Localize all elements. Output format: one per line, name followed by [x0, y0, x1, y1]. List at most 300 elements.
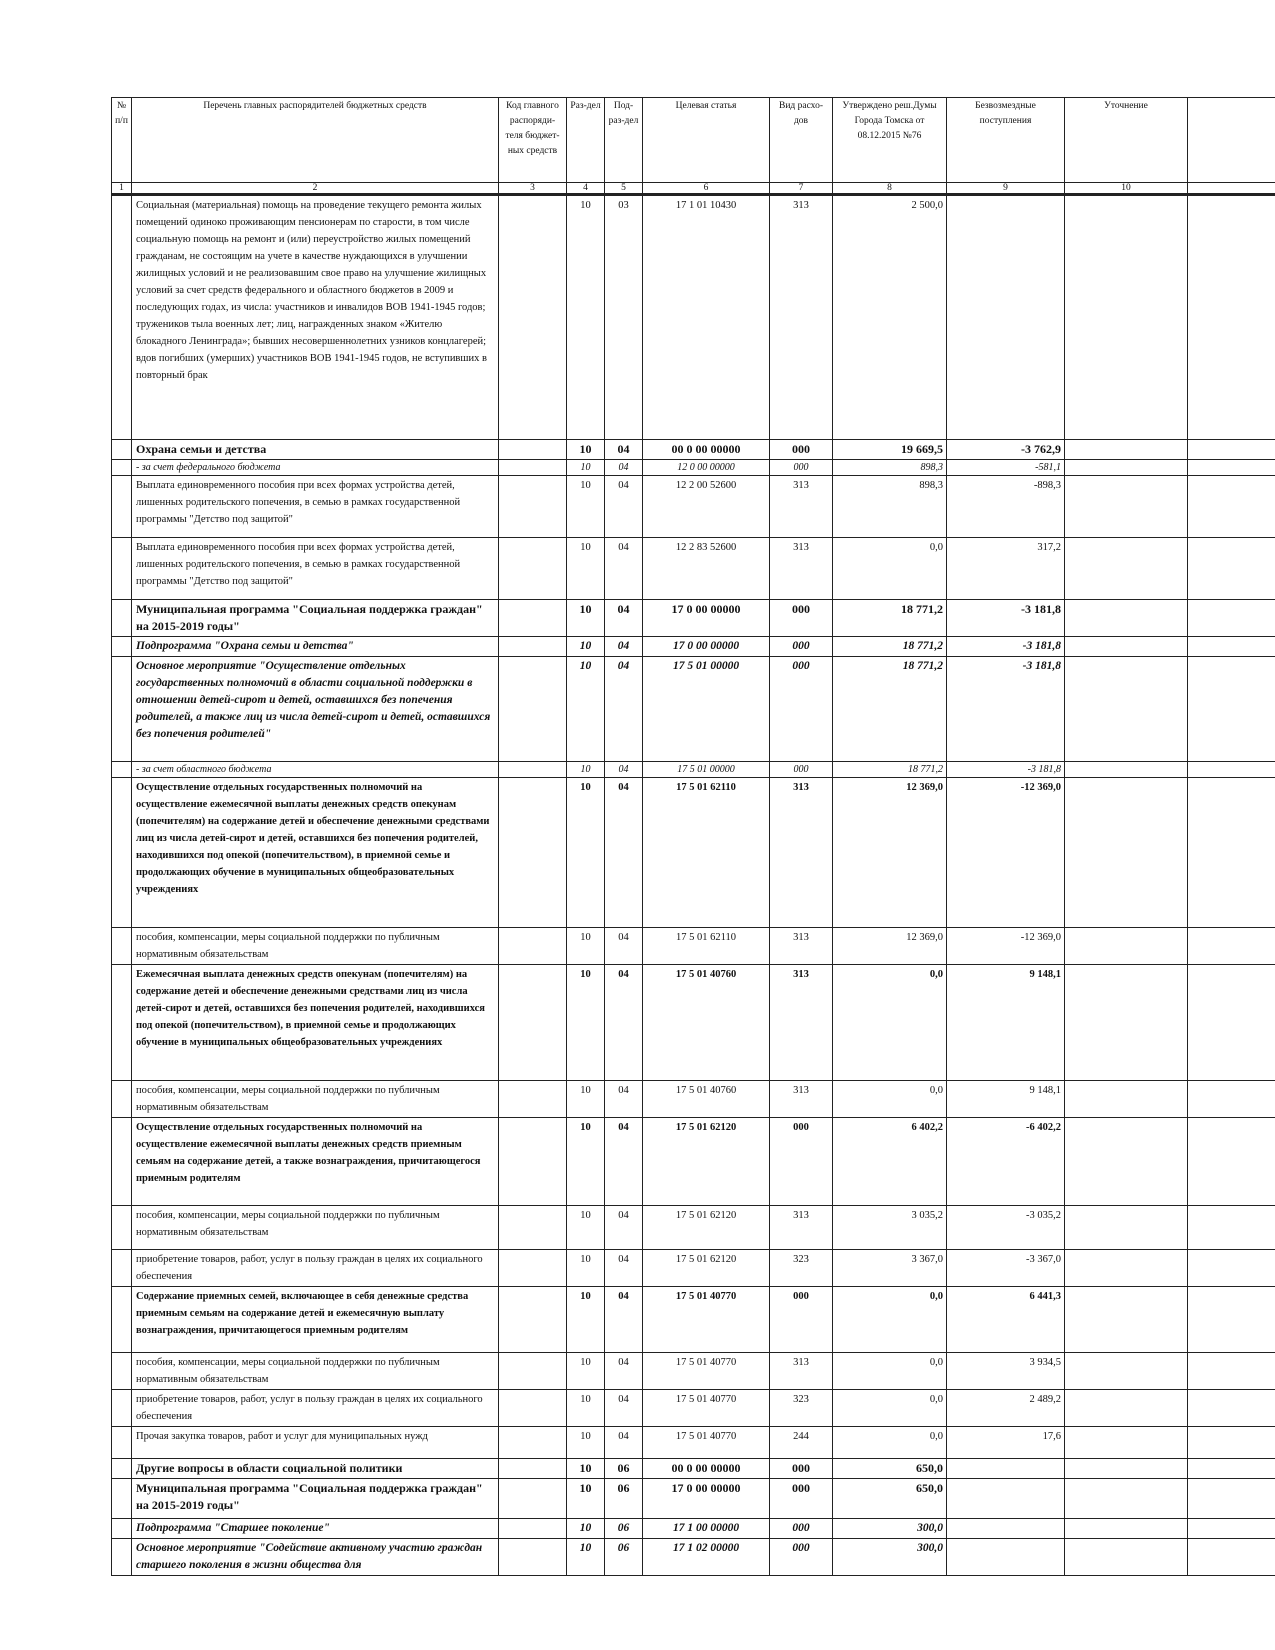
row-number: [112, 1250, 132, 1287]
row-subsection: 03: [605, 195, 643, 440]
row-subsection: 04: [605, 1390, 643, 1427]
row-number: [112, 1459, 132, 1479]
row-extra: [1188, 1539, 1275, 1576]
row-target-article: 17 5 01 40770: [643, 1287, 770, 1353]
row-clarification: [1065, 1519, 1188, 1539]
row-section: 10: [567, 928, 605, 965]
row-clarification: [1065, 1118, 1188, 1206]
row-name: - за счет федерального бюджета: [132, 460, 499, 476]
row-number: [112, 762, 132, 778]
row-expense-type: 313: [770, 1206, 833, 1250]
table-body: [112, 195, 1275, 1576]
row-number: [112, 1390, 132, 1427]
row-target-article: 00 0 00 00000: [643, 1459, 770, 1479]
row-grants-amount: [947, 1519, 1065, 1539]
row-target-article: 17 5 01 00000: [643, 657, 770, 762]
row-number: [112, 1118, 132, 1206]
row-extra: [1188, 440, 1275, 460]
header-row: [112, 98, 1275, 183]
row-target-article: 12 2 00 52600: [643, 476, 770, 538]
row-grants-amount: 6 441,3: [947, 1287, 1065, 1353]
row-section: 10: [567, 1081, 605, 1118]
row-section: 10: [567, 1390, 605, 1427]
row-subsection: 04: [605, 1427, 643, 1459]
row-manager-code: [499, 195, 567, 440]
table-row: [112, 1539, 1275, 1576]
row-expense-type: 000: [770, 1459, 833, 1479]
column-number-1: 1: [112, 183, 132, 195]
row-number: [112, 637, 132, 657]
table-row: [112, 637, 1275, 657]
row-extra: [1188, 460, 1275, 476]
table-row: [112, 762, 1275, 778]
column-number-11: [1188, 183, 1275, 195]
row-number: [112, 1479, 132, 1519]
column-header-6: Целевая статья: [643, 98, 770, 183]
row-clarification: [1065, 778, 1188, 928]
row-approved-amount: 0,0: [833, 1287, 947, 1353]
row-extra: [1188, 1459, 1275, 1479]
row-target-article: 17 1 02 00000: [643, 1539, 770, 1576]
row-clarification: [1065, 195, 1188, 440]
row-clarification: [1065, 1479, 1188, 1519]
table-row: [112, 1519, 1275, 1539]
row-target-article: 17 5 01 62110: [643, 778, 770, 928]
row-section: 10: [567, 965, 605, 1081]
row-grants-amount: [947, 1479, 1065, 1519]
row-approved-amount: 2 500,0: [833, 195, 947, 440]
row-name: пособия, компенсации, меры социальной поддержки по публичным нормативным обязательствам: [132, 928, 499, 965]
row-approved-amount: 0,0: [833, 1353, 947, 1390]
row-name: Прочая закупка товаров, работ и услуг для муниципальных нужд: [132, 1427, 499, 1459]
budget-table-page: [111, 97, 1275, 1650]
column-header-9: Безвозмездные поступления: [947, 98, 1065, 183]
column-number-row: [112, 183, 1275, 195]
row-target-article: 17 5 01 62120: [643, 1250, 770, 1287]
row-clarification: [1065, 538, 1188, 600]
row-number: [112, 440, 132, 460]
row-number: [112, 1206, 132, 1250]
row-clarification: [1065, 1081, 1188, 1118]
row-extra: [1188, 1519, 1275, 1539]
column-number-9: 9: [947, 183, 1065, 195]
row-manager-code: [499, 1287, 567, 1353]
row-grants-amount: 2 489,2: [947, 1390, 1065, 1427]
row-manager-code: [499, 460, 567, 476]
row-expense-type: 313: [770, 195, 833, 440]
row-expense-type: 000: [770, 657, 833, 762]
row-number: [112, 778, 132, 928]
row-subsection: 04: [605, 440, 643, 460]
row-approved-amount: 0,0: [833, 538, 947, 600]
row-name: Подпрограмма "Охрана семьи и детства": [132, 637, 499, 657]
row-name: пособия, компенсации, меры социальной поддержки по публичным нормативным обязательствам: [132, 1081, 499, 1118]
row-clarification: [1065, 762, 1188, 778]
row-section: 10: [567, 1427, 605, 1459]
table-row: [112, 1118, 1275, 1206]
row-clarification: [1065, 476, 1188, 538]
row-extra: [1188, 928, 1275, 965]
row-number: [112, 476, 132, 538]
row-extra: [1188, 1081, 1275, 1118]
table-row: [112, 657, 1275, 762]
row-section: 10: [567, 476, 605, 538]
row-approved-amount: 18 771,2: [833, 657, 947, 762]
row-section: 10: [567, 657, 605, 762]
row-approved-amount: 300,0: [833, 1539, 947, 1576]
row-name: Охрана семьи и детства: [132, 440, 499, 460]
row-approved-amount: 19 669,5: [833, 440, 947, 460]
row-section: 10: [567, 195, 605, 440]
row-manager-code: [499, 476, 567, 538]
row-extra: [1188, 1206, 1275, 1250]
table-row: [112, 538, 1275, 600]
row-extra: [1188, 1250, 1275, 1287]
row-grants-amount: -12 369,0: [947, 778, 1065, 928]
row-name: Муниципальная программа "Социальная поддержка граждан" на 2015-2019 годы": [132, 1479, 499, 1519]
row-section: 10: [567, 1250, 605, 1287]
row-manager-code: [499, 1390, 567, 1427]
row-approved-amount: 3 035,2: [833, 1206, 947, 1250]
table-row: [112, 1390, 1275, 1427]
column-header-3: Код главного распоряди-теля бюджет-ных средств: [499, 98, 567, 183]
table-row: [112, 195, 1275, 440]
row-extra: [1188, 1287, 1275, 1353]
row-approved-amount: 3 367,0: [833, 1250, 947, 1287]
row-extra: [1188, 762, 1275, 778]
row-clarification: [1065, 657, 1188, 762]
row-extra: [1188, 778, 1275, 928]
table-row: [112, 1427, 1275, 1459]
row-expense-type: 313: [770, 1081, 833, 1118]
row-expense-type: 313: [770, 928, 833, 965]
row-subsection: 06: [605, 1459, 643, 1479]
row-grants-amount: -581,1: [947, 460, 1065, 476]
row-expense-type: 313: [770, 538, 833, 600]
row-number: [112, 928, 132, 965]
row-name: Выплата единовременного пособия при всех формах устройства детей, лишенных родительского попечения, в семью в рамках государственной программы "Детство под защитой": [132, 538, 499, 600]
column-number-7: 7: [770, 183, 833, 195]
row-clarification: [1065, 1459, 1188, 1479]
row-section: 10: [567, 1118, 605, 1206]
row-name: Другие вопросы в области социальной политики: [132, 1459, 499, 1479]
row-target-article: 17 5 01 40760: [643, 965, 770, 1081]
row-manager-code: [499, 965, 567, 1081]
row-manager-code: [499, 657, 567, 762]
row-expense-type: 000: [770, 1118, 833, 1206]
row-number: [112, 460, 132, 476]
row-number: [112, 1539, 132, 1576]
row-manager-code: [499, 1353, 567, 1390]
row-number: [112, 538, 132, 600]
row-approved-amount: 650,0: [833, 1459, 947, 1479]
row-approved-amount: 300,0: [833, 1519, 947, 1539]
row-grants-amount: -12 369,0: [947, 928, 1065, 965]
row-section: 10: [567, 1539, 605, 1576]
row-target-article: 17 0 00 00000: [643, 1479, 770, 1519]
row-number: [112, 1519, 132, 1539]
row-section: 10: [567, 762, 605, 778]
row-clarification: [1065, 965, 1188, 1081]
row-name: Основное мероприятие "Содействие активному участию граждан старшего поколения в жизни общества для: [132, 1539, 499, 1576]
column-number-10: 10: [1065, 183, 1188, 195]
row-grants-amount: 317,2: [947, 538, 1065, 600]
column-header-7: Вид расхо-дов: [770, 98, 833, 183]
row-expense-type: 000: [770, 1539, 833, 1576]
row-number: [112, 1427, 132, 1459]
row-grants-amount: -898,3: [947, 476, 1065, 538]
row-target-article: 17 0 00 00000: [643, 600, 770, 637]
row-grants-amount: -3 181,8: [947, 600, 1065, 637]
row-manager-code: [499, 637, 567, 657]
table-row: [112, 928, 1275, 965]
row-number: [112, 965, 132, 1081]
row-manager-code: [499, 1519, 567, 1539]
row-section: 10: [567, 1287, 605, 1353]
row-manager-code: [499, 1427, 567, 1459]
row-name: Социальная (материальная) помощь на проведение текущего ремонта жилых помещений одиноко проживающим пенсионерам по старости, в том числе социальную помощь на ремонт и (или) переустройство жилых помещений гражданам, не состоящим на учете в качестве нуждающихся в улучшении жилищных условий и не реализовавшим свое право на улучшение жилищных условий за счет средств федерального и областного бюджетов в 2009 и последующих годах, из числа: участников и инвалидов ВОВ 1941-1945 годов; тружеников тыла военных лет; лиц, награжденных знаком «Жителю блокадного Ленинграда»; бывших несовершеннолетних узников концлагерей; вдов погибших (умерших) участников ВОВ 1941-1945 годов, не вступивших в повторный брак: [132, 195, 499, 440]
row-grants-amount: [947, 1539, 1065, 1576]
row-extra: [1188, 600, 1275, 637]
row-target-article: 17 5 01 62120: [643, 1206, 770, 1250]
table-row: [112, 1479, 1275, 1519]
row-section: 10: [567, 1459, 605, 1479]
row-extra: [1188, 538, 1275, 600]
row-clarification: [1065, 1390, 1188, 1427]
row-target-article: 17 5 01 62110: [643, 928, 770, 965]
row-extra: [1188, 1479, 1275, 1519]
row-grants-amount: 9 148,1: [947, 965, 1065, 1081]
row-section: 10: [567, 778, 605, 928]
row-target-article: 17 1 01 10430: [643, 195, 770, 440]
row-manager-code: [499, 762, 567, 778]
row-name: - за счет областного бюджета: [132, 762, 499, 778]
column-number-4: 4: [567, 183, 605, 195]
row-expense-type: 000: [770, 1519, 833, 1539]
row-target-article: 17 5 01 62120: [643, 1118, 770, 1206]
row-extra: [1188, 476, 1275, 538]
table-row: [112, 1459, 1275, 1479]
row-name: Подпрограмма "Старшее поколение": [132, 1519, 499, 1539]
row-name: Выплата единовременного пособия при всех формах устройства детей, лишенных родительского попечения, в семью в рамках государственной программы "Детство под защитой": [132, 476, 499, 538]
row-expense-type: 323: [770, 1390, 833, 1427]
column-header-11: [1188, 98, 1275, 183]
row-extra: [1188, 637, 1275, 657]
row-manager-code: [499, 600, 567, 637]
row-approved-amount: 12 369,0: [833, 928, 947, 965]
row-clarification: [1065, 440, 1188, 460]
row-clarification: [1065, 1427, 1188, 1459]
row-approved-amount: 18 771,2: [833, 762, 947, 778]
row-name: пособия, компенсации, меры социальной поддержки по публичным нормативным обязательствам: [132, 1353, 499, 1390]
row-subsection: 04: [605, 1287, 643, 1353]
row-subsection: 04: [605, 762, 643, 778]
row-name: Муниципальная программа "Социальная поддержка граждан" на 2015-2019 годы": [132, 600, 499, 637]
row-grants-amount: 3 934,5: [947, 1353, 1065, 1390]
row-target-article: 12 0 00 00000: [643, 460, 770, 476]
row-number: [112, 1353, 132, 1390]
row-section: 10: [567, 1519, 605, 1539]
row-approved-amount: 6 402,2: [833, 1118, 947, 1206]
table-row: [112, 778, 1275, 928]
row-number: [112, 1287, 132, 1353]
column-header-10: Уточнение: [1065, 98, 1188, 183]
row-target-article: 12 2 83 52600: [643, 538, 770, 600]
row-section: 10: [567, 538, 605, 600]
column-number-3: 3: [499, 183, 567, 195]
row-target-article: 17 5 01 40770: [643, 1427, 770, 1459]
row-expense-type: 000: [770, 1479, 833, 1519]
row-clarification: [1065, 637, 1188, 657]
row-expense-type: 000: [770, 440, 833, 460]
column-number-6: 6: [643, 183, 770, 195]
row-manager-code: [499, 1250, 567, 1287]
row-name: Ежемесячная выплата денежных средств опекунам (попечителям) на содержание детей и обеспечение денежными средствами лиц из числа детей-сирот и детей, оставшихся без попечения родителей, находившихся под опекой (попечительством), в приемной семье и продолжающих обучение в муниципальных общеобразовательных учреждениях: [132, 965, 499, 1081]
row-extra: [1188, 965, 1275, 1081]
row-expense-type: 244: [770, 1427, 833, 1459]
row-subsection: 04: [605, 1250, 643, 1287]
row-subsection: 04: [605, 460, 643, 476]
row-number: [112, 657, 132, 762]
row-subsection: 04: [605, 1206, 643, 1250]
row-subsection: 04: [605, 778, 643, 928]
row-approved-amount: 0,0: [833, 1427, 947, 1459]
column-number-8: 8: [833, 183, 947, 195]
table-row: [112, 1353, 1275, 1390]
row-grants-amount: [947, 195, 1065, 440]
row-extra: [1188, 1353, 1275, 1390]
row-approved-amount: 650,0: [833, 1479, 947, 1519]
row-subsection: 06: [605, 1539, 643, 1576]
table-row: [112, 1081, 1275, 1118]
row-name: Содержание приемных семей, включающее в себя денежные средства приемным семьям на содержание детей и ежемесячную выплату вознаграждения, причитающегося приемным родителям: [132, 1287, 499, 1353]
row-name: приобретение товаров, работ, услуг в пользу граждан в целях их социального обеспечения: [132, 1250, 499, 1287]
column-header-8: Утверждено реш.Думы Города Томска от 08.12.2015 №76: [833, 98, 947, 183]
row-clarification: [1065, 600, 1188, 637]
row-grants-amount: 9 148,1: [947, 1081, 1065, 1118]
row-manager-code: [499, 1479, 567, 1519]
row-target-article: 17 5 01 40770: [643, 1353, 770, 1390]
row-expense-type: 000: [770, 637, 833, 657]
row-name: приобретение товаров, работ, услуг в пользу граждан в целях их социального обеспечения: [132, 1390, 499, 1427]
row-extra: [1188, 195, 1275, 440]
row-subsection: 04: [605, 1081, 643, 1118]
row-manager-code: [499, 1118, 567, 1206]
row-name: Осуществление отдельных государственных полномочий на осуществление ежемесячной выплаты денежных средств приемным семьям на содержание детей, а также вознаграждения, причитающегося приемным родителям: [132, 1118, 499, 1206]
row-target-article: 17 1 00 00000: [643, 1519, 770, 1539]
row-manager-code: [499, 1206, 567, 1250]
row-clarification: [1065, 1206, 1188, 1250]
row-expense-type: 313: [770, 778, 833, 928]
row-section: 10: [567, 1479, 605, 1519]
table-row: [112, 965, 1275, 1081]
column-number-5: 5: [605, 183, 643, 195]
row-grants-amount: -3 035,2: [947, 1206, 1065, 1250]
row-section: 10: [567, 600, 605, 637]
table-row: [112, 460, 1275, 476]
row-clarification: [1065, 1250, 1188, 1287]
row-subsection: 04: [605, 657, 643, 762]
row-clarification: [1065, 1353, 1188, 1390]
row-grants-amount: -3 367,0: [947, 1250, 1065, 1287]
column-header-5: Под-раз-дел: [605, 98, 643, 183]
row-expense-type: 000: [770, 1287, 833, 1353]
column-header-1: № п/п: [112, 98, 132, 183]
table-row: [112, 600, 1275, 637]
row-section: 10: [567, 637, 605, 657]
table-row: [112, 1206, 1275, 1250]
row-manager-code: [499, 1081, 567, 1118]
row-subsection: 04: [605, 1118, 643, 1206]
row-clarification: [1065, 1287, 1188, 1353]
row-grants-amount: -6 402,2: [947, 1118, 1065, 1206]
row-grants-amount: -3 181,8: [947, 762, 1065, 778]
row-name: Осуществление отдельных государственных полномочий на осуществление ежемесячной выплаты денежных средств опекунам (попечителям) на содержание детей и обеспечение денежными средствами лиц из числа детей-сирот и детей, оставшихся без попечения родителей, находившихся под опекой (попечительством), в приемной семье и продолжающих обучение в муниципальных общеобразовательных учреждениях: [132, 778, 499, 928]
row-approved-amount: 18 771,2: [833, 600, 947, 637]
row-manager-code: [499, 928, 567, 965]
row-grants-amount: 17,6: [947, 1427, 1065, 1459]
row-manager-code: [499, 538, 567, 600]
row-subsection: 04: [605, 600, 643, 637]
row-section: 10: [567, 1206, 605, 1250]
column-header-4: Раз-дел: [567, 98, 605, 183]
row-grants-amount: -3 181,8: [947, 657, 1065, 762]
table-row: [112, 1250, 1275, 1287]
table-row: [112, 1287, 1275, 1353]
row-name: Основное мероприятие "Осуществление отдельных государственных полномочий в области социальной поддержки в отношении детей-сирот и детей, оставшихся без попечения родителей, а также лиц из числа детей-сирот и детей, оставшихся без попечения родителей": [132, 657, 499, 762]
row-manager-code: [499, 1539, 567, 1576]
table-row: [112, 440, 1275, 460]
row-target-article: 17 5 01 40770: [643, 1390, 770, 1427]
row-section: 10: [567, 460, 605, 476]
row-approved-amount: 898,3: [833, 476, 947, 538]
row-clarification: [1065, 928, 1188, 965]
row-section: 10: [567, 1353, 605, 1390]
row-name: пособия, компенсации, меры социальной поддержки по публичным нормативным обязательствам: [132, 1206, 499, 1250]
row-target-article: 17 5 01 40760: [643, 1081, 770, 1118]
row-approved-amount: 0,0: [833, 965, 947, 1081]
row-clarification: [1065, 460, 1188, 476]
row-subsection: 04: [605, 538, 643, 600]
row-approved-amount: 898,3: [833, 460, 947, 476]
row-extra: [1188, 1118, 1275, 1206]
row-extra: [1188, 1390, 1275, 1427]
row-expense-type: 000: [770, 460, 833, 476]
row-expense-type: 323: [770, 1250, 833, 1287]
row-number: [112, 195, 132, 440]
row-section: 10: [567, 440, 605, 460]
column-number-2: 2: [132, 183, 499, 195]
row-subsection: 06: [605, 1479, 643, 1519]
budget-table: [111, 97, 1275, 1576]
row-approved-amount: 12 369,0: [833, 778, 947, 928]
row-clarification: [1065, 1539, 1188, 1576]
column-header-2: Перечень главных распорядителей бюджетных средств: [132, 98, 499, 183]
row-number: [112, 1081, 132, 1118]
row-subsection: 04: [605, 1353, 643, 1390]
row-subsection: 04: [605, 965, 643, 1081]
table-row: [112, 476, 1275, 538]
row-manager-code: [499, 440, 567, 460]
row-expense-type: 313: [770, 1353, 833, 1390]
row-approved-amount: 0,0: [833, 1081, 947, 1118]
row-subsection: 06: [605, 1519, 643, 1539]
row-extra: [1188, 657, 1275, 762]
row-expense-type: 000: [770, 762, 833, 778]
row-approved-amount: 0,0: [833, 1390, 947, 1427]
row-target-article: 17 5 01 00000: [643, 762, 770, 778]
row-manager-code: [499, 1459, 567, 1479]
